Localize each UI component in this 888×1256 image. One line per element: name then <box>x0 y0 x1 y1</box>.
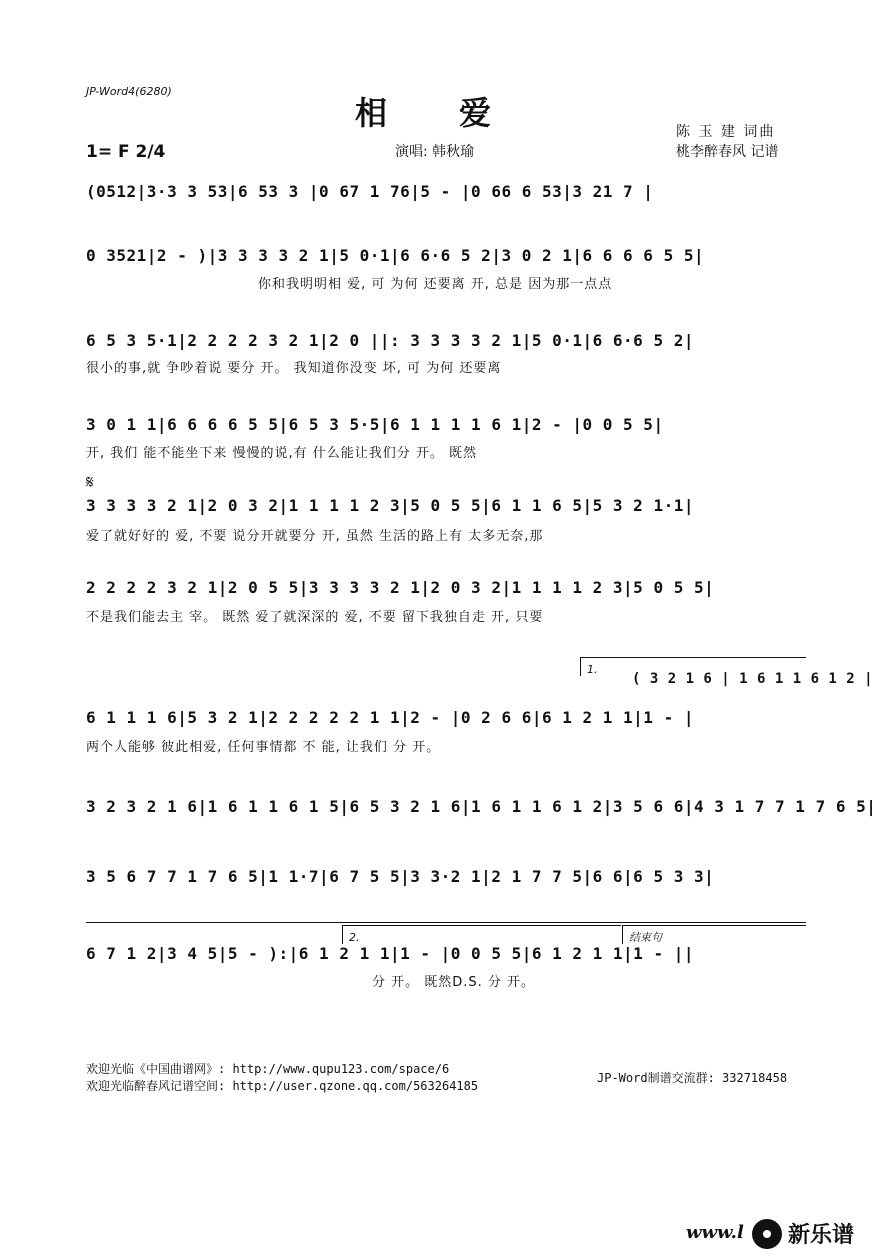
notation-line-6: 2 2 2 2 3 2 1|2 0 5 5|3 3 3 3 2 1|2 0 3 2|1 1 1 1 2 3|5 0 5 5| <box>86 578 715 597</box>
lyrics-line-5: 爱了就好好的 爱, 不要 说分开就要分 开, 虽然 生活的路上有 太多无奈,那 <box>86 529 544 544</box>
lyrics-line-10: 分 开。 既然D.S. 分 开。 <box>372 975 536 990</box>
segno-sign: 𝄋 <box>86 472 94 493</box>
notation-line-8: 3 2 3 2 1 6|1 6 1 1 6 1 5|6 5 3 2 1 6|1 6 1 1 6 1 2|3 5 6 6|4 3 1 7 7 1 7 6 5| <box>86 797 877 816</box>
key-signature: 1= F 2/4 <box>86 142 166 162</box>
notation-line-9: 3 5 6 7 7 1 7 6 5|1 1·7|6 7 5 5|3 3·2 1|2 1 7 7 5|6 6|6 5 3 3| <box>86 867 715 886</box>
watermark-brand: 新乐谱 <box>788 1223 855 1248</box>
footer-group: JP-Word制谱交流群: 332718458 <box>597 1071 788 1085</box>
footer-link-qupu: 欢迎光临《中国曲谱网》: http://www.qupu123.com/space/6 <box>86 1062 450 1076</box>
watermark-www: www.l <box>686 1222 744 1243</box>
second-ending-bracket <box>342 925 621 944</box>
notation-line-10: 6 7 1 2|3 4 5|5 - ):|6 1 2 1 1|1 - |0 0 5 5|6 1 2 1 1|1 - || <box>86 944 694 963</box>
coda-label: 结束句 <box>629 931 662 944</box>
notation-line-3: 6 5 3 5·1|2 2 2 2 3 2 1|2 0 ||: 3 3 3 3 2 1|5 0·1|6 6·6 5 2| <box>86 331 694 350</box>
watermark-logo <box>686 1222 744 1243</box>
coda-bracket <box>622 925 806 944</box>
notation-line-2: 0 3521|2 - )|3 3 3 3 2 1|5 0·1|6 6·6 5 2|3 0 2 1|6 6 6 6 5 5| <box>86 246 705 265</box>
watermark-brand-wrap <box>788 1218 854 1249</box>
lyrics-line-7: 两个人能够 彼此相爱, 任何事情都 不 能, 让我们 分 开。 <box>86 740 441 755</box>
notation-line-4: 3 0 1 1|6 6 6 6 5 5|6 5 3 5·5|6 1 1 1 1 6 1|2 - |0 0 5 5| <box>86 415 664 434</box>
first-ending-label: 1. <box>587 663 598 676</box>
transcriber-credit: 桃李醉春风 记谱 <box>676 144 779 160</box>
vinyl-disc-icon <box>752 1219 782 1249</box>
overline-rule <box>86 922 806 923</box>
upper-notation-line-7: ( 3 2 1 6 | 1 6 1 1 6 1 2 | <box>632 671 874 687</box>
lyrics-line-4: 开, 我们 能不能坐下来 慢慢的说,有 什么能让我们分 开。 既然 <box>86 446 478 461</box>
second-ending-label: 2. <box>349 931 360 944</box>
song-title: 相爱 <box>355 94 564 132</box>
lyrics-line-2: 你和我明明相 爱, 可 为何 还要离 开, 总是 因为那一点点 <box>258 277 613 292</box>
lyrics-line-6: 不是我们能去主 宰。 既然 爱了就深深的 爱, 不要 留下我独自走 开, 只要 <box>86 610 544 625</box>
lyrics-line-3: 很小的事,就 争吵着说 要分 开。 我知道你没变 坏, 可 为何 还要离 <box>86 361 502 376</box>
software-label: JP-Word4(6280) <box>86 85 172 98</box>
notation-line-5: 3 3 3 3 2 1|2 0 3 2|1 1 1 1 2 3|5 0 5 5|6 1 1 6 5|5 3 2 1·1| <box>86 496 694 515</box>
singer-credit: 演唱: 韩秋瑜 <box>395 144 475 160</box>
notation-line-1: (0512|3·3 3 53|6 53 3 |0 67 1 76|5 - |0 66 6 53|3 21 7 | <box>86 182 654 201</box>
composer-credit: 陈 玉 建 词曲 <box>676 124 776 140</box>
notation-line-7: 6 1 1 1 6|5 3 2 1|2 2 2 2 2 1 1|2 - |0 2 6 6|6 1 2 1 1|1 - | <box>86 708 694 727</box>
footer-link-qzone: 欢迎光临醉春风记谱空间: http://user.qzone.qq.com/563264185 <box>86 1079 479 1093</box>
